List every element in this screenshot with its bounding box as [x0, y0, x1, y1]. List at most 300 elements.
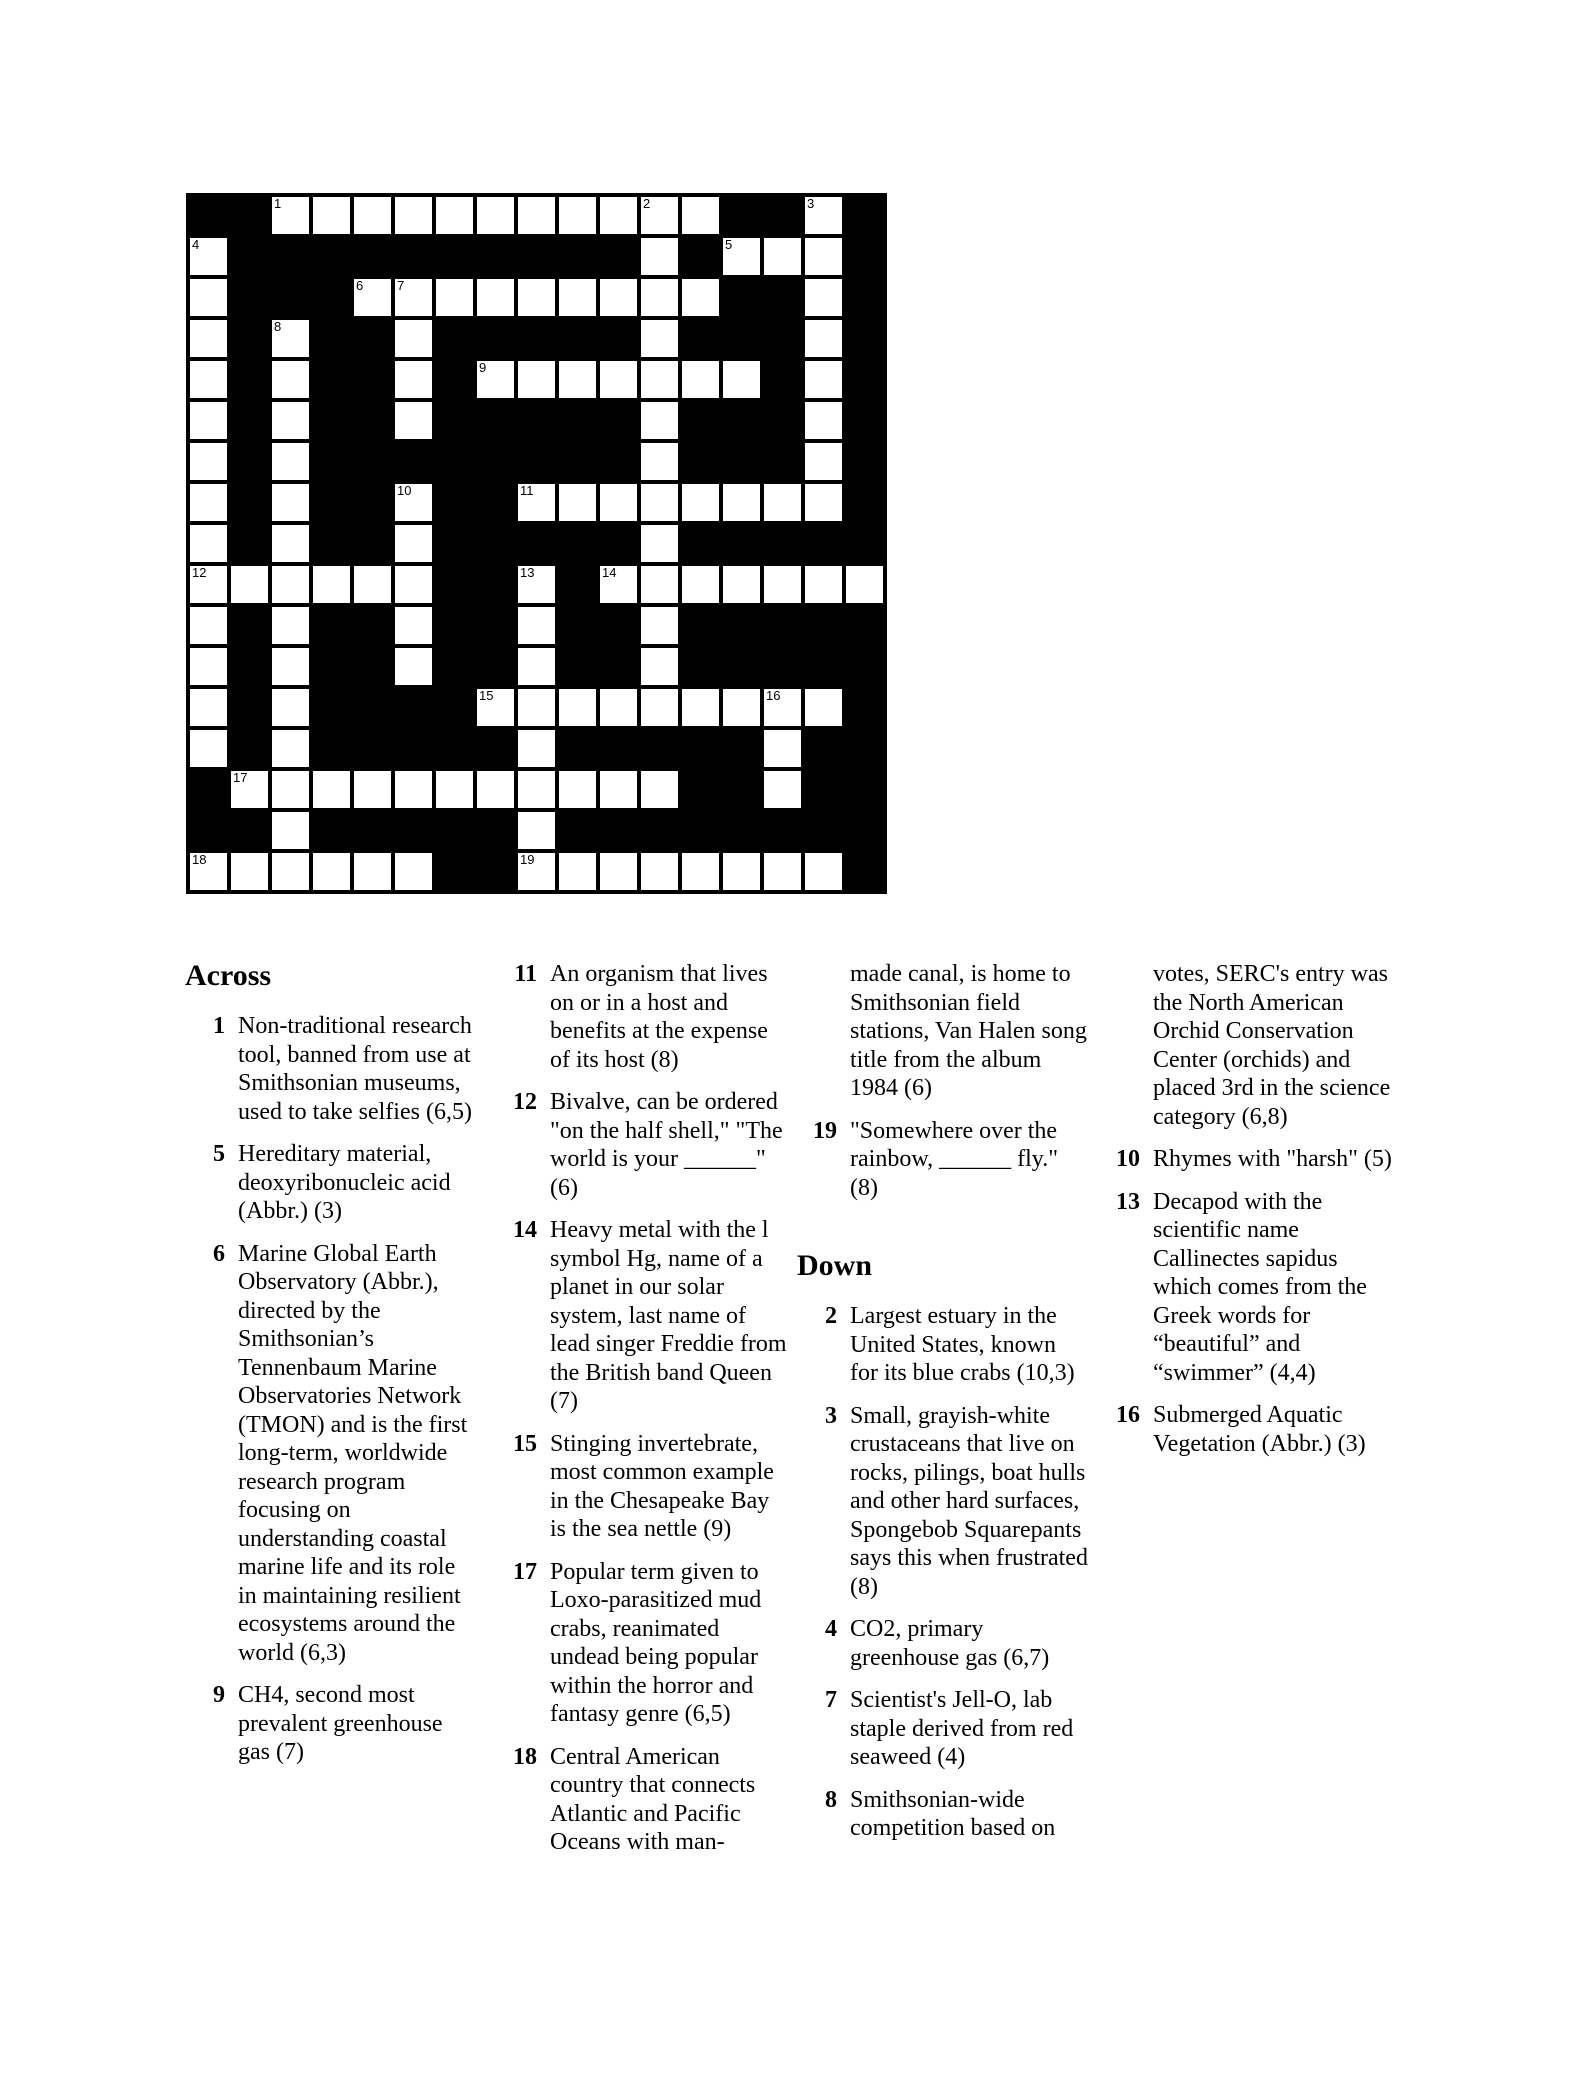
- letter-cell[interactable]: [764, 689, 801, 726]
- letter-cell[interactable]: [641, 689, 678, 726]
- black-cell: [477, 484, 514, 521]
- letter-cell[interactable]: [313, 853, 350, 890]
- clue-text: Non-traditional research tool, banned from use at Smithsonian museums, used to take selfies (6,5): [238, 1013, 472, 1125]
- letter-cell[interactable]: [518, 689, 555, 726]
- letter-cell[interactable]: [641, 238, 678, 275]
- letter-cell[interactable]: [723, 566, 760, 603]
- black-cell: [436, 402, 473, 439]
- letter-cell[interactable]: [682, 689, 719, 726]
- clue-number: 15: [513, 1430, 537, 1457]
- clue-2: [797, 1302, 1089, 1388]
- letter-cell[interactable]: [559, 279, 596, 316]
- black-cell: [600, 730, 637, 767]
- black-cell: [559, 607, 596, 644]
- letter-cell[interactable]: [723, 484, 760, 521]
- clue-text: Rhymes with "harsh" (5): [1153, 1146, 1392, 1172]
- black-cell: [436, 607, 473, 644]
- black-cell: [600, 648, 637, 685]
- black-cell: [313, 238, 350, 275]
- clue-text: Decapod with the scientific name Callinectes sapidus which comes from the Greek words for “beautiful” and “swimmer” (4,4): [1153, 1188, 1367, 1386]
- black-cell: [231, 238, 268, 275]
- black-cell: [231, 689, 268, 726]
- letter-cell[interactable]: [190, 648, 227, 685]
- letter-cell[interactable]: [395, 853, 432, 890]
- clue-column: [497, 960, 789, 1871]
- letter-cell[interactable]: [641, 402, 678, 439]
- clue-text: Marine Global Earth Observatory (Abbr.), directed by the Smithsonian’s Tennenbaum Marine Observatories Network (TMON) and is the first long-term, worldwide research program focusing on understanding coastal marine life and its role in maintaining resilient ecosystems around the world (6,3): [238, 1240, 468, 1666]
- letter-cell[interactable]: [190, 525, 227, 562]
- letter-cell[interactable]: [272, 197, 309, 234]
- black-cell: [559, 525, 596, 562]
- letter-cell[interactable]: [395, 484, 432, 521]
- black-cell: [354, 402, 391, 439]
- black-cell: [272, 238, 309, 275]
- black-cell: [682, 730, 719, 767]
- black-cell: [846, 443, 883, 480]
- letter-cell[interactable]: [272, 730, 309, 767]
- letter-cell[interactable]: [682, 279, 719, 316]
- black-cell: [764, 812, 801, 849]
- clue-15: [497, 1430, 789, 1544]
- letter-cell[interactable]: [518, 484, 555, 521]
- black-cell: [313, 443, 350, 480]
- letter-cell[interactable]: [190, 320, 227, 357]
- letter-cell[interactable]: [723, 853, 760, 890]
- cell-number: 15: [479, 688, 494, 703]
- clue-text: Smithsonian-wide competition based on: [850, 1786, 1056, 1841]
- black-cell: [764, 279, 801, 316]
- clue-5: [185, 1140, 477, 1226]
- letter-cell[interactable]: [190, 853, 227, 890]
- letter-cell[interactable]: [272, 689, 309, 726]
- clue-text: CO2, primary greenhouse gas (6,7): [850, 1616, 1050, 1671]
- letter-cell[interactable]: [190, 484, 227, 521]
- black-cell: [846, 648, 883, 685]
- letter-cell[interactable]: [190, 730, 227, 767]
- letter-cell[interactable]: [805, 197, 842, 234]
- black-cell: [313, 607, 350, 644]
- letter-cell[interactable]: [559, 689, 596, 726]
- black-cell: [231, 361, 268, 398]
- clue-number: 5: [213, 1141, 225, 1167]
- black-cell: [477, 812, 514, 849]
- letter-cell[interactable]: [600, 566, 637, 603]
- letter-cell[interactable]: [354, 197, 391, 234]
- black-cell: [231, 279, 268, 316]
- letter-cell[interactable]: [436, 279, 473, 316]
- black-cell: [231, 197, 268, 234]
- letter-cell[interactable]: [600, 689, 637, 726]
- black-cell: [600, 320, 637, 357]
- black-cell: [682, 648, 719, 685]
- letter-cell[interactable]: [641, 279, 678, 316]
- letter-cell[interactable]: [518, 279, 555, 316]
- clue-text: Bivalve, can be ordered "on the half shell," "The world is your ______" (6): [550, 1089, 783, 1201]
- black-cell: [231, 484, 268, 521]
- letter-cell[interactable]: [641, 771, 678, 808]
- letter-cell[interactable]: [518, 607, 555, 644]
- letter-cell[interactable]: [641, 484, 678, 521]
- letter-cell[interactable]: [395, 607, 432, 644]
- black-cell: [723, 197, 760, 234]
- black-cell: [354, 812, 391, 849]
- letter-cell[interactable]: [477, 197, 514, 234]
- cell-number: 9: [479, 360, 487, 375]
- clue-10: [1100, 1145, 1392, 1174]
- letter-cell[interactable]: [477, 361, 514, 398]
- black-cell: [682, 607, 719, 644]
- letter-cell[interactable]: [190, 279, 227, 316]
- letter-cell[interactable]: [559, 361, 596, 398]
- letter-cell[interactable]: [436, 771, 473, 808]
- black-cell: [313, 525, 350, 562]
- clue-number: 16: [1116, 1402, 1140, 1428]
- letter-cell[interactable]: [600, 484, 637, 521]
- black-cell: [682, 771, 719, 808]
- black-cell: [354, 484, 391, 521]
- letter-cell[interactable]: [600, 361, 637, 398]
- letter-cell[interactable]: [723, 689, 760, 726]
- black-cell: [231, 402, 268, 439]
- letter-cell[interactable]: [559, 771, 596, 808]
- black-cell: [559, 566, 596, 603]
- clue-3: [797, 1402, 1089, 1602]
- letter-cell[interactable]: [272, 320, 309, 357]
- cell-number: 17: [233, 770, 248, 785]
- letter-cell[interactable]: [641, 648, 678, 685]
- black-cell: [231, 443, 268, 480]
- black-cell: [764, 648, 801, 685]
- letter-cell[interactable]: [846, 566, 883, 603]
- letter-cell[interactable]: [641, 566, 678, 603]
- black-cell: [518, 443, 555, 480]
- black-cell: [723, 525, 760, 562]
- black-cell: [805, 607, 842, 644]
- black-cell: [764, 443, 801, 480]
- clue-text: Central American country that connects Atlantic and Pacific Oceans with man-: [550, 1743, 756, 1855]
- letter-cell[interactable]: [395, 525, 432, 562]
- black-cell: [313, 320, 350, 357]
- cell-number: 2: [643, 196, 651, 211]
- letter-cell[interactable]: [395, 197, 432, 234]
- black-cell: [559, 443, 596, 480]
- black-cell: [477, 730, 514, 767]
- letter-cell[interactable]: [436, 197, 473, 234]
- black-cell: [723, 607, 760, 644]
- letter-cell[interactable]: [559, 853, 596, 890]
- black-cell: [436, 320, 473, 357]
- letter-cell[interactable]: [395, 320, 432, 357]
- black-cell: [395, 812, 432, 849]
- black-cell: [559, 320, 596, 357]
- black-cell: [231, 525, 268, 562]
- black-cell: [600, 525, 637, 562]
- black-cell: [518, 525, 555, 562]
- black-cell: [518, 238, 555, 275]
- black-cell: [436, 238, 473, 275]
- letter-cell[interactable]: [354, 771, 391, 808]
- letter-cell[interactable]: [395, 402, 432, 439]
- black-cell: [354, 525, 391, 562]
- cell-number: 6: [356, 278, 364, 293]
- letter-cell[interactable]: [641, 607, 678, 644]
- letter-cell[interactable]: [600, 853, 637, 890]
- clue-text: Small, grayish-white crustaceans that live on rocks, pilings, boat hulls and other hard surfaces, Spongebob Squarepants says this when frustrated (8): [850, 1402, 1088, 1600]
- letter-cell[interactable]: [477, 771, 514, 808]
- letter-cell[interactable]: [354, 853, 391, 890]
- clue-text: Hereditary material, deoxyribonucleic acid (Abbr.) (3): [238, 1141, 451, 1224]
- black-cell: [682, 320, 719, 357]
- letter-cell[interactable]: [682, 484, 719, 521]
- letter-cell[interactable]: [805, 279, 842, 316]
- letter-cell[interactable]: [641, 525, 678, 562]
- letter-cell[interactable]: [272, 853, 309, 890]
- letter-cell[interactable]: [805, 443, 842, 480]
- letter-cell[interactable]: [272, 361, 309, 398]
- black-cell: [477, 402, 514, 439]
- black-cell: [313, 812, 350, 849]
- black-cell: [436, 730, 473, 767]
- letter-cell[interactable]: [190, 361, 227, 398]
- letter-cell[interactable]: [272, 484, 309, 521]
- letter-cell[interactable]: [764, 853, 801, 890]
- letter-cell[interactable]: [559, 484, 596, 521]
- black-cell: [723, 443, 760, 480]
- cell-number: 3: [807, 196, 815, 211]
- cell-number: 8: [274, 319, 282, 334]
- black-cell: [436, 689, 473, 726]
- letter-cell[interactable]: [518, 853, 555, 890]
- black-cell: [231, 648, 268, 685]
- letter-cell[interactable]: [354, 566, 391, 603]
- clue-12: [497, 1088, 789, 1202]
- letter-cell[interactable]: [805, 320, 842, 357]
- black-cell: [436, 484, 473, 521]
- letter-cell[interactable]: [600, 197, 637, 234]
- letter-cell[interactable]: [231, 566, 268, 603]
- letter-cell[interactable]: [641, 361, 678, 398]
- letter-cell[interactable]: [313, 566, 350, 603]
- black-cell: [354, 648, 391, 685]
- black-cell: [559, 730, 596, 767]
- black-cell: [805, 648, 842, 685]
- letter-cell[interactable]: [805, 689, 842, 726]
- clue-9: [185, 1681, 477, 1767]
- letter-cell[interactable]: [190, 402, 227, 439]
- black-cell: [805, 525, 842, 562]
- clue-continuation: [1100, 960, 1392, 1131]
- letter-cell[interactable]: [682, 361, 719, 398]
- letter-cell[interactable]: [764, 771, 801, 808]
- clue-number: 14: [513, 1217, 537, 1243]
- letter-cell[interactable]: [272, 402, 309, 439]
- letter-cell[interactable]: [395, 361, 432, 398]
- letter-cell[interactable]: [518, 197, 555, 234]
- black-cell: [354, 689, 391, 726]
- letter-cell[interactable]: [518, 648, 555, 685]
- black-cell: [805, 771, 842, 808]
- letter-cell[interactable]: [764, 730, 801, 767]
- crossword-grid: [186, 193, 887, 894]
- letter-cell[interactable]: [272, 525, 309, 562]
- clue-11: [497, 960, 789, 1074]
- black-cell: [764, 607, 801, 644]
- letter-cell[interactable]: [600, 771, 637, 808]
- letter-cell[interactable]: [641, 197, 678, 234]
- letter-cell[interactable]: [354, 279, 391, 316]
- letter-cell[interactable]: [313, 197, 350, 234]
- letter-cell[interactable]: [682, 853, 719, 890]
- letter-cell[interactable]: [272, 443, 309, 480]
- clue-number: 12: [513, 1089, 537, 1115]
- letter-cell[interactable]: [559, 197, 596, 234]
- black-cell: [682, 525, 719, 562]
- letter-cell[interactable]: [272, 771, 309, 808]
- letter-cell[interactable]: [190, 689, 227, 726]
- letter-cell[interactable]: [805, 402, 842, 439]
- black-cell: [518, 402, 555, 439]
- black-cell: [436, 853, 473, 890]
- clue-text: Heavy metal with the l symbol Hg, name of a planet in our solar system, last name of lead singer Freddie from the British band Queen (7): [550, 1217, 787, 1414]
- letter-cell[interactable]: [805, 566, 842, 603]
- black-cell: [641, 812, 678, 849]
- black-cell: [764, 320, 801, 357]
- cell-number: 18: [192, 852, 207, 867]
- letter-cell[interactable]: [395, 771, 432, 808]
- black-cell: [477, 320, 514, 357]
- black-cell: [559, 812, 596, 849]
- black-cell: [559, 238, 596, 275]
- clue-number: 13: [1116, 1188, 1140, 1215]
- letter-cell[interactable]: [518, 566, 555, 603]
- letter-cell[interactable]: [600, 279, 637, 316]
- letter-cell[interactable]: [764, 238, 801, 275]
- black-cell: [354, 238, 391, 275]
- black-cell: [436, 812, 473, 849]
- clue-section-header-across: Across: [185, 959, 272, 992]
- letter-cell[interactable]: [477, 279, 514, 316]
- black-cell: [600, 443, 637, 480]
- black-cell: [477, 607, 514, 644]
- black-cell: [846, 279, 883, 316]
- letter-cell[interactable]: [805, 361, 842, 398]
- letter-cell[interactable]: [518, 812, 555, 849]
- black-cell: [723, 648, 760, 685]
- letter-cell[interactable]: [723, 361, 760, 398]
- letter-cell[interactable]: [641, 443, 678, 480]
- clue-text: Popular term given to Loxo-parasitized mud crabs, reanimated undead being popular within the horror and fantasy genre (6,5): [550, 1558, 762, 1727]
- clue-column: [797, 960, 1089, 1857]
- black-cell: [805, 812, 842, 849]
- cell-number: 13: [520, 565, 535, 580]
- black-cell: [764, 525, 801, 562]
- letter-cell[interactable]: [641, 320, 678, 357]
- black-cell: [313, 484, 350, 521]
- cell-number: 7: [397, 278, 405, 293]
- black-cell: [395, 689, 432, 726]
- letter-cell[interactable]: [518, 361, 555, 398]
- black-cell: [354, 730, 391, 767]
- black-cell: [846, 484, 883, 521]
- black-cell: [641, 730, 678, 767]
- letter-cell[interactable]: [190, 238, 227, 275]
- letter-cell[interactable]: [395, 648, 432, 685]
- clue-16: [1100, 1401, 1392, 1458]
- letter-cell[interactable]: [395, 279, 432, 316]
- letter-cell[interactable]: [231, 853, 268, 890]
- black-cell: [477, 853, 514, 890]
- clue-number: [797, 960, 837, 1103]
- letter-cell[interactable]: [190, 443, 227, 480]
- black-cell: [600, 402, 637, 439]
- black-cell: [395, 443, 432, 480]
- clue-number: 8: [825, 1786, 837, 1813]
- black-cell: [354, 320, 391, 357]
- clue-column: [185, 960, 477, 1781]
- letter-cell[interactable]: [682, 566, 719, 603]
- letter-cell[interactable]: [272, 648, 309, 685]
- black-cell: [846, 320, 883, 357]
- black-cell: [723, 402, 760, 439]
- letter-cell[interactable]: [641, 853, 678, 890]
- clue-number: 1: [213, 1013, 225, 1039]
- black-cell: [436, 648, 473, 685]
- black-cell: [846, 689, 883, 726]
- letter-cell[interactable]: [395, 566, 432, 603]
- black-cell: [846, 771, 883, 808]
- clue-7: [797, 1686, 1089, 1772]
- clue-8: [797, 1786, 1089, 1843]
- letter-cell[interactable]: [272, 566, 309, 603]
- clue-column: [1100, 960, 1392, 1472]
- letter-cell[interactable]: [764, 566, 801, 603]
- letter-cell[interactable]: [805, 484, 842, 521]
- letter-cell[interactable]: [723, 238, 760, 275]
- letter-cell[interactable]: [477, 689, 514, 726]
- black-cell: [600, 238, 637, 275]
- letter-cell[interactable]: [682, 197, 719, 234]
- letter-cell[interactable]: [805, 238, 842, 275]
- cell-number: 14: [602, 565, 617, 580]
- black-cell: [436, 361, 473, 398]
- letter-cell[interactable]: [190, 607, 227, 644]
- clue-text: Largest estuary in the United States, known for its blue crabs (10,3): [850, 1303, 1075, 1386]
- letter-cell[interactable]: [805, 853, 842, 890]
- black-cell: [846, 402, 883, 439]
- cell-number: 12: [192, 565, 207, 580]
- black-cell: [477, 525, 514, 562]
- clue-number: 10: [1116, 1146, 1140, 1172]
- black-cell: [805, 730, 842, 767]
- clue-18: [497, 1743, 789, 1857]
- clue-6: [185, 1240, 477, 1668]
- clue-number: 3: [825, 1402, 837, 1429]
- black-cell: [313, 279, 350, 316]
- letter-cell[interactable]: [190, 566, 227, 603]
- letter-cell[interactable]: [272, 812, 309, 849]
- black-cell: [436, 525, 473, 562]
- letter-cell[interactable]: [231, 771, 268, 808]
- black-cell: [723, 279, 760, 316]
- letter-cell[interactable]: [518, 730, 555, 767]
- letter-cell[interactable]: [272, 607, 309, 644]
- letter-cell[interactable]: [764, 484, 801, 521]
- black-cell: [682, 812, 719, 849]
- clue-17: [497, 1558, 789, 1729]
- clue-number: 6: [213, 1240, 225, 1267]
- letter-cell[interactable]: [518, 771, 555, 808]
- letter-cell[interactable]: [313, 771, 350, 808]
